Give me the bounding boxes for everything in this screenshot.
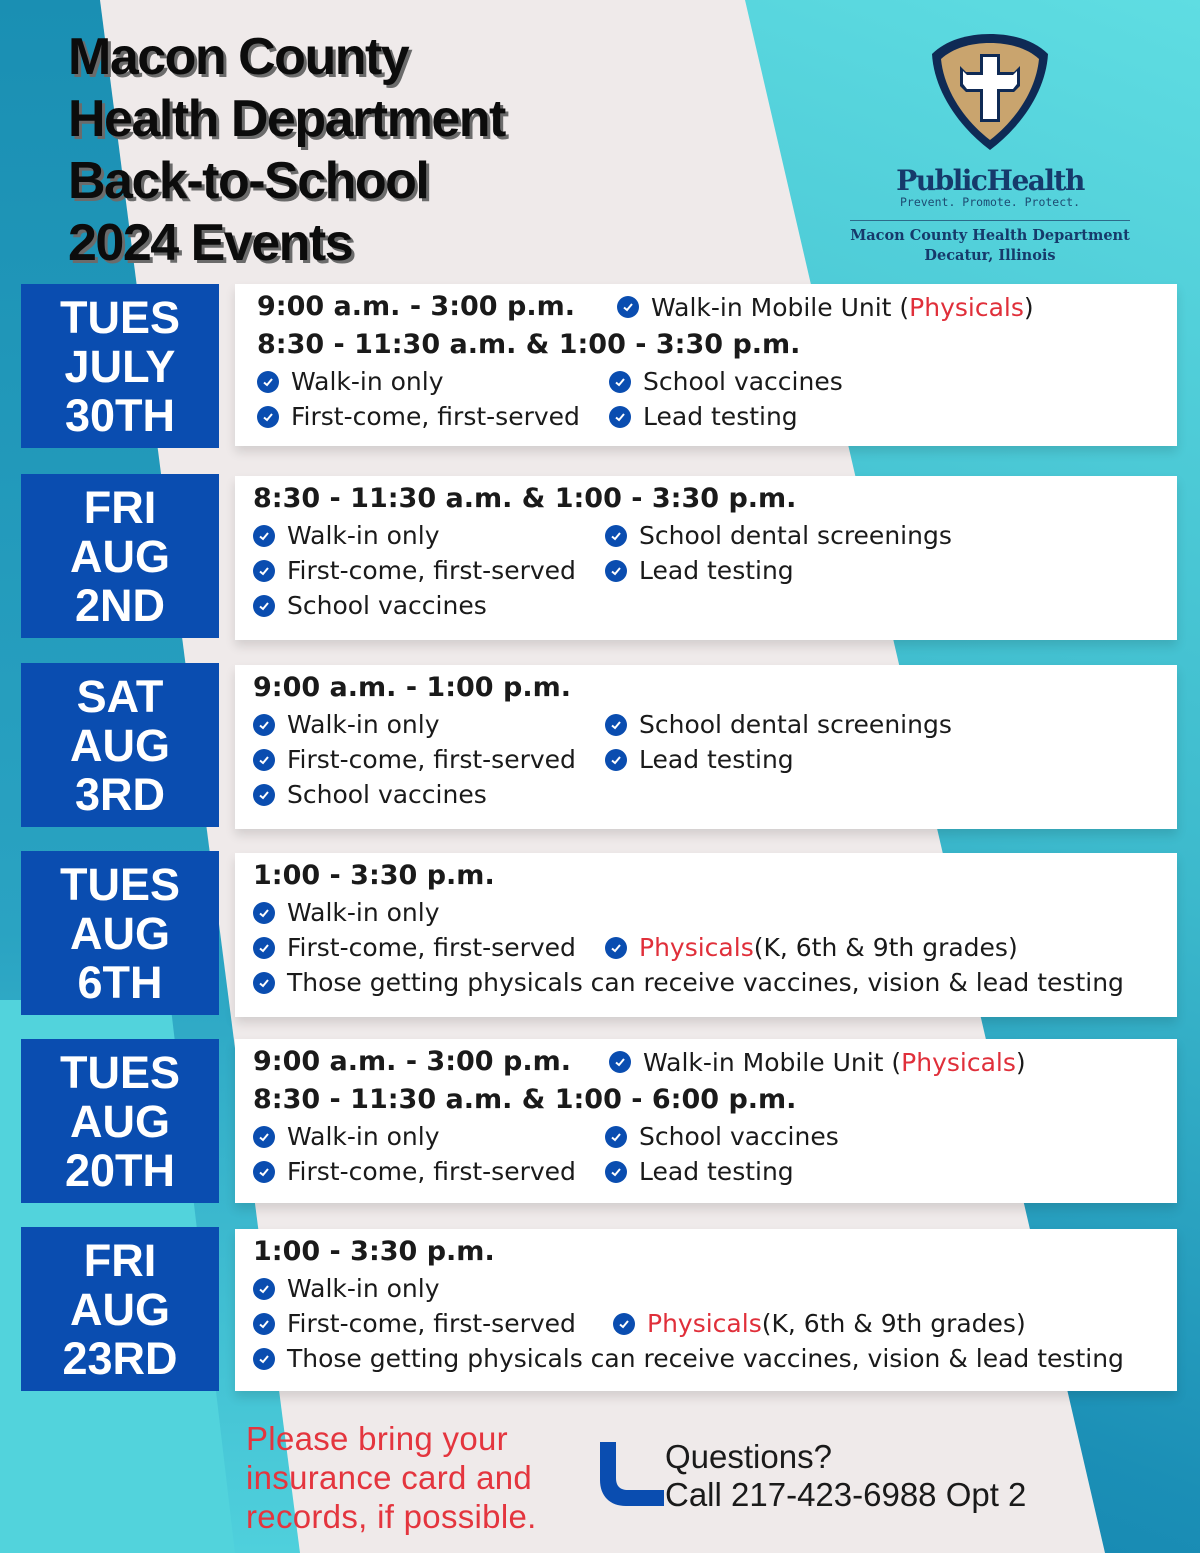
date-number: 23RD — [62, 1332, 178, 1384]
list-item: School dental screenings — [605, 518, 952, 553]
title-line: Health Department — [68, 90, 505, 148]
check-circle-icon — [253, 560, 275, 582]
shield-cross-icon — [928, 30, 1052, 154]
list-item: First-come, first-served — [253, 1154, 605, 1189]
date-day: TUES — [59, 291, 180, 343]
title-line: Back-to-School — [68, 152, 429, 210]
date-day: TUES — [59, 1046, 180, 1098]
list-item: School vaccines — [253, 777, 605, 812]
date-month: AUG — [70, 907, 170, 959]
brand-tagline: Prevent. Promote. Protect. — [899, 195, 1080, 209]
event-card — [235, 853, 1177, 1017]
date-badge — [21, 851, 219, 1015]
event-time: 1:00 - 3:30 p.m. — [253, 860, 495, 891]
check-circle-icon — [605, 525, 627, 547]
date-badge — [21, 1227, 219, 1391]
event-card — [235, 1229, 1177, 1391]
brand-name: PublicHealth — [896, 164, 1084, 197]
list-item: Walk-in only — [253, 895, 605, 930]
check-circle-icon — [253, 1126, 275, 1148]
event-time: 9:00 a.m. - 3:00 p.m. — [257, 291, 575, 322]
list-item: First-come, first-served — [253, 930, 605, 965]
physicals-highlight: Physicals — [909, 292, 1024, 322]
list-item: Lead testing — [605, 553, 794, 588]
date-month: JULY — [64, 340, 176, 392]
date-badge — [21, 1039, 219, 1203]
event-card — [235, 476, 1177, 640]
date-number: 6TH — [77, 956, 163, 1008]
physicals-item: Physicals (K, 6th & 9th grades) — [605, 930, 1018, 965]
physicals-highlight: Physicals — [639, 933, 754, 962]
check-circle-icon — [253, 525, 275, 547]
list-item: Walk-in only — [253, 518, 605, 553]
date-day: FRI — [83, 481, 157, 533]
check-circle-icon — [253, 902, 275, 924]
check-circle-icon — [253, 749, 275, 771]
list-item: Lead testing — [605, 742, 794, 777]
date-month: AUG — [70, 1283, 170, 1335]
page-title — [68, 26, 505, 274]
event-time: 9:00 a.m. - 1:00 p.m. — [253, 672, 571, 703]
public-health-logo — [830, 30, 1150, 266]
list-item: First-come, first-served — [253, 1306, 613, 1341]
list-item: School vaccines — [253, 588, 605, 623]
questions-label: Questions? — [665, 1438, 832, 1475]
mobile-unit-item: Walk-in Mobile Unit ( Physicals ) — [617, 290, 1034, 325]
date-month: AUG — [70, 1095, 170, 1147]
check-circle-icon — [253, 1313, 275, 1335]
check-circle-icon — [613, 1313, 635, 1335]
list-item: First-come, first-served — [253, 553, 605, 588]
event-time: 8:30 - 11:30 a.m. & 1:00 - 3:30 p.m. — [253, 483, 797, 514]
physicals-item: Physicals (K, 6th & 9th grades) — [613, 1306, 1026, 1341]
check-circle-icon — [617, 296, 639, 318]
list-item: Those getting physicals can receive vaccines, vision & lead testing — [253, 1341, 1124, 1376]
check-circle-icon — [257, 371, 279, 393]
list-item: Lead testing — [605, 1154, 794, 1189]
list-item: School vaccines — [605, 1119, 839, 1154]
check-circle-icon — [609, 371, 631, 393]
physicals-highlight: Physicals — [647, 1309, 762, 1338]
date-number: 3RD — [74, 768, 166, 820]
event-time: 1:00 - 3:30 p.m. — [253, 1236, 495, 1267]
check-circle-icon — [609, 406, 631, 428]
event-card — [235, 284, 1177, 446]
check-circle-icon — [605, 1126, 627, 1148]
contact-info — [665, 1438, 1026, 1514]
date-number: 30TH — [64, 389, 176, 441]
event-time: 9:00 a.m. - 3:00 p.m. — [253, 1046, 571, 1077]
list-item: First-come, first-served — [257, 399, 609, 434]
date-day: FRI — [83, 1234, 157, 1286]
list-item: Those getting physicals can receive vaccines, vision & lead testing — [253, 965, 1124, 1000]
list-item: School vaccines — [609, 364, 843, 399]
list-item: First-come, first-served — [253, 742, 605, 777]
check-circle-icon — [253, 1161, 275, 1183]
list-item: Walk-in only — [253, 1119, 605, 1154]
insurance-reminder: Please bring your insurance card and records, if possible. — [246, 1420, 537, 1535]
event-card — [235, 665, 1177, 829]
divider — [850, 220, 1130, 221]
check-circle-icon — [253, 972, 275, 994]
check-circle-icon — [609, 1051, 631, 1073]
mobile-unit-item: Walk-in Mobile Unit ( Physicals ) — [609, 1045, 1026, 1080]
list-item: Walk-in only — [253, 1271, 605, 1306]
check-circle-icon — [253, 714, 275, 736]
check-circle-icon — [253, 784, 275, 806]
date-number: 20TH — [64, 1144, 176, 1196]
phone-icon — [596, 1440, 666, 1510]
event-time: 8:30 - 11:30 a.m. & 1:00 - 6:00 p.m. — [253, 1084, 797, 1115]
physicals-highlight: Physicals — [901, 1047, 1016, 1077]
check-circle-icon — [253, 1348, 275, 1370]
phone-number[interactable]: Call 217-423-6988 Opt 2 — [665, 1476, 1027, 1513]
date-month: AUG — [70, 719, 170, 771]
date-badge — [21, 284, 219, 448]
org-name: Macon County Health Department — [850, 227, 1130, 244]
check-circle-icon — [605, 714, 627, 736]
title-line: 2024 Events — [68, 214, 353, 272]
event-time: 8:30 - 11:30 a.m. & 1:00 - 3:30 p.m. — [257, 329, 801, 360]
date-day: SAT — [76, 670, 164, 722]
date-number: 2ND — [74, 579, 166, 631]
title-line: Macon County — [68, 28, 409, 86]
event-card — [235, 1039, 1177, 1203]
date-badge — [21, 663, 219, 827]
list-item: Lead testing — [609, 399, 798, 434]
check-circle-icon — [253, 595, 275, 617]
check-circle-icon — [605, 749, 627, 771]
date-month: AUG — [70, 530, 170, 582]
check-circle-icon — [605, 1161, 627, 1183]
date-badge — [21, 474, 219, 638]
list-item: Walk-in only — [257, 364, 609, 399]
check-circle-icon — [605, 560, 627, 582]
list-item: Walk-in only — [253, 707, 605, 742]
org-location: Decatur, Illinois — [924, 247, 1056, 264]
check-circle-icon — [253, 937, 275, 959]
list-item: School dental screenings — [605, 707, 952, 742]
check-circle-icon — [253, 1278, 275, 1300]
date-day: TUES — [59, 858, 180, 910]
check-circle-icon — [257, 406, 279, 428]
check-circle-icon — [605, 937, 627, 959]
